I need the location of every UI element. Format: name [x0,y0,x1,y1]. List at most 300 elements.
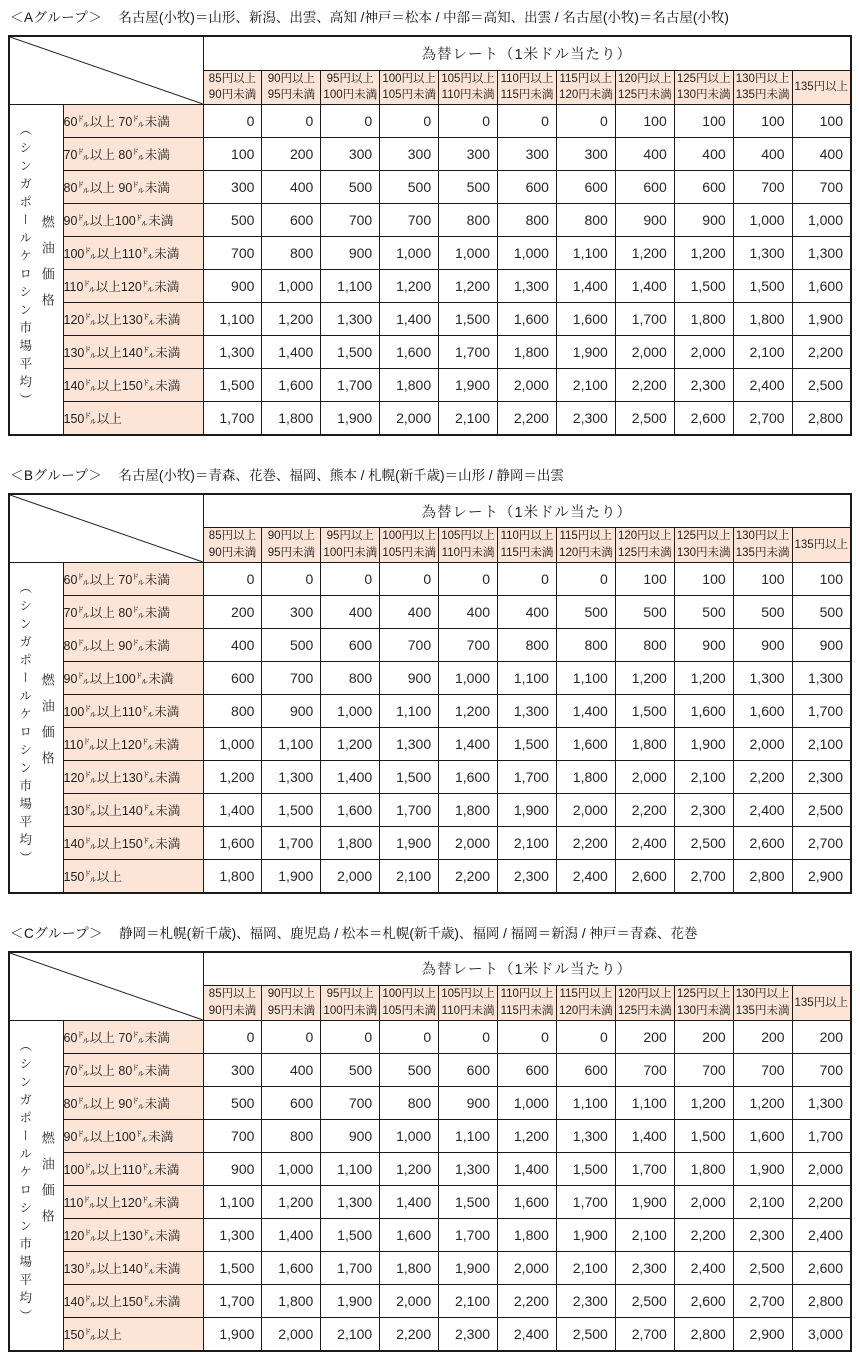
surcharge-value-cell: 1,300 [498,270,557,303]
surcharge-value-cell: 500 [321,1053,380,1086]
surcharge-value-cell: 2,100 [615,1218,674,1251]
surcharge-value-cell: 900 [792,628,851,661]
surcharge-value-cell: 600 [498,170,557,203]
surcharge-value-cell: 2,100 [439,1284,498,1317]
surcharge-value-cell: 2,200 [615,794,674,827]
rate-range-header: 125円以上 130円未満 [674,986,733,1020]
surcharge-value-cell: 2,500 [792,794,851,827]
surcharge-value-cell: 600 [262,203,321,236]
surcharge-value-cell: 1,200 [674,1086,733,1119]
surcharge-value-cell: 1,700 [556,1185,615,1218]
surcharge-value-cell: 2,100 [321,1317,380,1350]
surcharge-value-cell: 800 [380,1086,439,1119]
surcharge-value-cell: 2,300 [556,402,615,435]
surcharge-value-cell: 1,000 [439,237,498,270]
surcharge-value-cell: 1,300 [203,1218,262,1251]
fuel-price-label: 燃油価格 [39,214,55,319]
surcharge-value-cell: 600 [556,170,615,203]
surcharge-value-cell: 2,300 [674,369,733,402]
surcharge-value-cell: 900 [380,661,439,694]
surcharge-value-cell: 1,500 [556,1152,615,1185]
surcharge-value-cell: 900 [674,203,733,236]
surcharge-value-cell: 1,200 [674,237,733,270]
surcharge-value-cell: 400 [439,595,498,628]
surcharge-value-cell: 1,000 [498,1086,557,1119]
surcharge-value-cell: 1,900 [262,860,321,893]
surcharge-value-cell: 1,800 [498,1218,557,1251]
table-row [9,694,851,727]
surcharge-value-cell: 1,000 [380,237,439,270]
surcharge-value-cell: 1,200 [439,694,498,727]
surcharge-value-cell: 600 [556,1053,615,1086]
surcharge-value-cell: 400 [792,137,851,170]
surcharge-value-cell: 1,300 [439,1152,498,1185]
surcharge-value-cell: 1,700 [321,369,380,402]
surcharge-value-cell: 1,300 [262,760,321,793]
surcharge-value-cell: 2,000 [380,402,439,435]
surcharge-value-cell: 0 [556,1020,615,1053]
surcharge-value-cell: 300 [439,137,498,170]
surcharge-value-cell: 900 [203,270,262,303]
surcharge-value-cell: 1,500 [321,336,380,369]
surcharge-value-cell: 900 [674,628,733,661]
surcharge-value-cell: 700 [439,628,498,661]
table-row [9,794,851,827]
group-a-title [10,8,852,28]
surcharge-value-cell: 400 [262,1053,321,1086]
surcharge-value-cell: 2,300 [439,1317,498,1350]
fuel-range-header: 70㌦以上 80㌦未満 [63,1053,203,1086]
table-row [9,402,851,435]
surcharge-value-cell: 400 [203,628,262,661]
surcharge-value-cell: 1,600 [498,1185,557,1218]
surcharge-value-cell: 1,000 [321,694,380,727]
surcharge-value-cell: 1,100 [380,694,439,727]
table-row [9,727,851,760]
surcharge-value-cell: 1,500 [615,694,674,727]
fx-header-row [9,494,851,528]
surcharge-value-cell: 200 [792,1020,851,1053]
surcharge-table-c [8,951,852,1352]
surcharge-value-cell: 2,600 [674,1284,733,1317]
fuel-range-header: 60㌦以上 70㌦未満 [63,562,203,595]
surcharge-value-cell: 800 [615,628,674,661]
surcharge-value-cell: 900 [321,1119,380,1152]
surcharge-value-cell: 1,600 [733,694,792,727]
surcharge-value-cell: 700 [380,203,439,236]
surcharge-value-cell: 1,700 [615,303,674,336]
surcharge-value-cell: 1,300 [792,661,851,694]
surcharge-table-a [8,35,852,436]
surcharge-value-cell: 1,400 [615,1119,674,1152]
surcharge-value-cell: 100 [615,562,674,595]
surcharge-value-cell: 1,700 [380,794,439,827]
table-row [9,595,851,628]
table-row [9,661,851,694]
surcharge-value-cell: 2,000 [674,1185,733,1218]
surcharge-value-cell: 1,100 [203,1185,262,1218]
surcharge-value-cell: 900 [203,1152,262,1185]
surcharge-value-cell: 2,700 [733,402,792,435]
surcharge-value-cell: 1,600 [262,1251,321,1284]
table-row [9,1185,851,1218]
table-row [9,1218,851,1251]
surcharge-value-cell: 300 [498,137,557,170]
group-b-title [10,466,852,486]
surcharge-value-cell: 1,000 [380,1119,439,1152]
surcharge-value-cell: 1,400 [615,270,674,303]
fuel-range-header: 110㌦以上120㌦未満 [63,1185,203,1218]
surcharge-value-cell: 500 [203,1086,262,1119]
surcharge-value-cell: 1,800 [498,336,557,369]
surcharge-value-cell: 0 [439,562,498,595]
surcharge-value-cell: 1,500 [674,270,733,303]
table-row [9,827,851,860]
surcharge-value-cell: 400 [262,170,321,203]
table-row [9,1317,851,1350]
surcharge-value-cell: 0 [380,562,439,595]
surcharge-value-cell: 0 [321,1020,380,1053]
surcharge-value-cell: 300 [556,137,615,170]
surcharge-value-cell: 1,500 [203,369,262,402]
surcharge-value-cell: 1,400 [498,1152,557,1185]
table-row [9,1152,851,1185]
vertical-axis-label [16,105,57,429]
surcharge-value-cell: 800 [498,628,557,661]
surcharge-value-cell: 1,000 [439,661,498,694]
surcharge-value-cell: 2,300 [792,760,851,793]
surcharge-value-cell: 2,600 [792,1251,851,1284]
surcharge-value-cell: 1,200 [615,661,674,694]
surcharge-value-cell: 3,000 [792,1317,851,1350]
surcharge-value-cell: 100 [792,104,851,137]
surcharge-value-cell: 1,900 [321,402,380,435]
surcharge-value-cell: 1,700 [615,1152,674,1185]
fuel-range-header: 130㌦以上140㌦未満 [63,1251,203,1284]
surcharge-value-cell: 1,300 [203,336,262,369]
surcharge-value-cell: 1,200 [262,303,321,336]
surcharge-value-cell: 800 [498,203,557,236]
surcharge-value-cell: 2,600 [615,860,674,893]
surcharge-value-cell: 2,900 [733,1317,792,1350]
surcharge-value-cell: 1,300 [733,661,792,694]
surcharge-value-cell: 500 [733,595,792,628]
exchange-rate-header: 為替レート（1米ドル当たり） [203,952,851,986]
surcharge-value-cell: 400 [321,595,380,628]
surcharge-value-cell: 1,300 [380,727,439,760]
surcharge-value-cell: 1,700 [321,1251,380,1284]
surcharge-value-cell: 600 [203,661,262,694]
surcharge-value-cell: 1,200 [380,270,439,303]
fuel-range-header: 80㌦以上 90㌦未満 [63,1086,203,1119]
surcharge-value-cell: 1,900 [792,303,851,336]
surcharge-value-cell: 0 [203,104,262,137]
fuel-range-header: 110㌦以上120㌦未満 [63,270,203,303]
surcharge-value-cell: 1,800 [262,402,321,435]
surcharge-value-cell: 2,000 [615,760,674,793]
surcharge-value-cell: 1,100 [556,237,615,270]
surcharge-value-cell: 1,900 [439,369,498,402]
surcharge-value-cell: 0 [498,104,557,137]
surcharge-value-cell: 600 [439,1053,498,1086]
surcharge-value-cell: 2,200 [615,369,674,402]
table-row [9,628,851,661]
surcharge-value-cell: 700 [792,170,851,203]
surcharge-value-cell: 1,800 [380,369,439,402]
diagonal-line [10,953,203,1020]
surcharge-value-cell: 2,900 [792,860,851,893]
surcharge-value-cell: 300 [321,137,380,170]
surcharge-value-cell: 600 [321,628,380,661]
surcharge-value-cell: 0 [262,104,321,137]
surcharge-value-cell: 1,400 [556,694,615,727]
surcharge-value-cell: 700 [733,170,792,203]
table-row [9,137,851,170]
surcharge-value-cell: 2,200 [380,1317,439,1350]
rate-range-header: 100円以上 105円未満 [380,986,439,1020]
surcharge-value-cell: 1,900 [733,1152,792,1185]
surcharge-value-cell: 300 [262,595,321,628]
surcharge-value-cell: 1,700 [262,827,321,860]
surcharge-value-cell: 1,900 [556,1218,615,1251]
surcharge-value-cell: 1,600 [733,1119,792,1152]
surcharge-value-cell: 2,400 [615,827,674,860]
rate-range-header: 105円以上 110円未満 [439,986,498,1020]
rate-range-header: 135円以上 [792,528,851,562]
rate-range-header: 115円以上 120円未満 [556,70,615,104]
surcharge-value-cell: 600 [674,170,733,203]
fuel-range-header: 150㌦以上 [63,860,203,893]
group-b-label: ＜Bグループ＞ [10,467,103,483]
surcharge-value-cell: 1,300 [792,237,851,270]
surcharge-value-cell: 1,400 [380,303,439,336]
surcharge-value-cell: 200 [262,137,321,170]
surcharge-value-cell: 900 [733,628,792,661]
surcharge-value-cell: 700 [321,203,380,236]
surcharge-value-cell: 1,900 [674,727,733,760]
surcharge-value-cell: 1,000 [498,237,557,270]
surcharge-value-cell: 2,400 [674,1251,733,1284]
surcharge-value-cell: 500 [321,170,380,203]
surcharge-value-cell: 1,100 [321,270,380,303]
surcharge-value-cell: 2,000 [674,336,733,369]
fuel-range-header: 70㌦以上 80㌦未満 [63,595,203,628]
rate-range-header: 130円以上 135円未満 [733,70,792,104]
fuel-price-label: 燃油価格 [39,672,55,777]
surcharge-value-cell: 1,500 [380,760,439,793]
fuel-range-header: 120㌦以上130㌦未満 [63,1218,203,1251]
table-row [9,336,851,369]
surcharge-value-cell: 300 [203,1053,262,1086]
surcharge-value-cell: 500 [380,1053,439,1086]
surcharge-value-cell: 1,600 [439,760,498,793]
surcharge-value-cell: 700 [792,1053,851,1086]
surcharge-value-cell: 2,200 [674,1218,733,1251]
surcharge-value-cell: 2,600 [674,402,733,435]
group-c-title [10,924,852,944]
surcharge-value-cell: 0 [380,104,439,137]
surcharge-value-cell: 1,100 [498,661,557,694]
group-c-label: ＜Cグループ＞ [10,925,104,941]
surcharge-value-cell: 500 [615,595,674,628]
surcharge-value-cell: 500 [439,170,498,203]
surcharge-value-cell: 1,900 [380,827,439,860]
surcharge-value-cell: 2,200 [792,1185,851,1218]
surcharge-value-cell: 2,500 [733,1251,792,1284]
surcharge-value-cell: 700 [321,1086,380,1119]
surcharge-value-cell: 1,200 [439,270,498,303]
surcharge-value-cell: 900 [321,237,380,270]
surcharge-value-cell: 700 [733,1053,792,1086]
fuel-range-header: 60㌦以上 70㌦未満 [63,1020,203,1053]
surcharge-value-cell: 500 [792,595,851,628]
surcharge-value-cell: 2,800 [733,860,792,893]
surcharge-value-cell: 1,800 [615,727,674,760]
surcharge-value-cell: 1,900 [498,794,557,827]
surcharge-value-cell: 0 [262,1020,321,1053]
group-b-routes: 名古屋(小牧)＝青森、花巻、福岡、熊本 / 札幌(新千歳)＝山形 / 静岡＝出雲 [118,467,564,483]
surcharge-value-cell: 1,600 [674,694,733,727]
surcharge-value-cell: 1,200 [203,760,262,793]
table-body [9,562,851,893]
rate-range-header: 90円以上 95円未満 [262,528,321,562]
surcharge-value-cell: 2,300 [556,1284,615,1317]
surcharge-value-cell: 1,000 [792,203,851,236]
surcharge-value-cell: 1,800 [203,860,262,893]
fuel-range-header: 70㌦以上 80㌦未満 [63,137,203,170]
rate-range-header: 115円以上 120円未満 [556,986,615,1020]
surcharge-value-cell: 2,500 [792,369,851,402]
surcharge-value-cell: 600 [615,170,674,203]
surcharge-value-cell: 2,100 [498,827,557,860]
surcharge-value-cell: 2,100 [674,760,733,793]
diagonal-line [10,495,203,562]
surcharge-value-cell: 1,700 [203,402,262,435]
surcharge-value-cell: 2,700 [733,1284,792,1317]
surcharge-value-cell: 100 [792,562,851,595]
fuel-range-header: 110㌦以上120㌦未満 [63,727,203,760]
surcharge-value-cell: 1,300 [321,303,380,336]
surcharge-value-cell: 1,400 [262,1218,321,1251]
surcharge-value-cell: 100 [733,562,792,595]
surcharge-value-cell: 1,600 [262,369,321,402]
surcharge-value-cell: 400 [733,137,792,170]
surcharge-value-cell: 900 [615,203,674,236]
surcharge-value-cell: 800 [556,628,615,661]
surcharge-value-cell: 1,400 [262,336,321,369]
table-row [9,760,851,793]
surcharge-value-cell: 2,400 [733,794,792,827]
diagonal-line [10,37,203,104]
surcharge-value-cell: 300 [380,137,439,170]
group-a-routes: 名古屋(小牧)＝山形、新潟、出雲、高知 /神戸＝松本 / 中部＝高知、出雲 / 名古屋(小牧)＝名古屋(小牧) [118,10,729,25]
surcharge-value-cell: 800 [321,661,380,694]
diagonal-corner-cell [9,952,203,1020]
rate-range-header: 85円以上 90円未満 [203,986,262,1020]
group-c-section [8,924,852,1352]
surcharge-value-cell: 1,700 [203,1284,262,1317]
surcharge-value-cell: 2,000 [498,369,557,402]
table-row [9,203,851,236]
rate-range-header: 120円以上 125円未満 [615,70,674,104]
surcharge-value-cell: 600 [262,1086,321,1119]
surcharge-value-cell: 0 [498,1020,557,1053]
table-row [9,270,851,303]
surcharge-value-cell: 1,500 [262,794,321,827]
surcharge-value-cell: 1,800 [321,827,380,860]
surcharge-value-cell: 2,000 [380,1284,439,1317]
surcharge-value-cell: 1,400 [439,727,498,760]
surcharge-value-cell: 1,900 [439,1251,498,1284]
market-average-label: （シンガポールケロシン市場平均） [17,122,32,411]
vertical-axis-label [16,1021,57,1345]
surcharge-value-cell: 2,100 [556,1251,615,1284]
surcharge-value-cell: 2,200 [556,827,615,860]
surcharge-value-cell: 100 [674,104,733,137]
fuel-range-header: 80㌦以上 90㌦未満 [63,628,203,661]
surcharge-value-cell: 500 [203,203,262,236]
rate-range-header: 90円以上 95円未満 [262,986,321,1020]
surcharge-value-cell: 400 [674,137,733,170]
fuel-range-header: 120㌦以上130㌦未満 [63,303,203,336]
rate-range-header: 130円以上 135円未満 [733,986,792,1020]
surcharge-value-cell: 100 [733,104,792,137]
rate-range-header: 90円以上 95円未満 [262,70,321,104]
surcharge-value-cell: 1,300 [498,694,557,727]
rate-range-header: 135円以上 [792,70,851,104]
group-a-label: ＜Aグループ＞ [10,10,103,25]
surcharge-value-cell: 2,000 [321,860,380,893]
surcharge-value-cell: 1,800 [380,1251,439,1284]
surcharge-value-cell: 2,200 [733,760,792,793]
surcharge-value-cell: 1,000 [262,1152,321,1185]
rate-range-header: 135円以上 [792,986,851,1020]
surcharge-value-cell: 0 [321,562,380,595]
surcharge-table-b [8,493,852,894]
table-row [9,860,851,893]
surcharge-value-cell: 2,000 [556,794,615,827]
surcharge-value-cell: 2,600 [733,827,792,860]
exchange-rate-header: 為替レート（1米ドル当たり） [203,494,851,528]
rate-range-header: 105円以上 110円未満 [439,70,498,104]
table-row [9,170,851,203]
surcharge-value-cell: 0 [262,562,321,595]
surcharge-value-cell: 2,500 [615,1284,674,1317]
surcharge-value-cell: 1,300 [556,1119,615,1152]
table-row [9,1251,851,1284]
table-row [9,562,851,595]
surcharge-value-cell: 1,000 [262,270,321,303]
surcharge-value-cell: 1,800 [674,1152,733,1185]
surcharge-value-cell: 2,300 [615,1251,674,1284]
surcharge-value-cell: 1,200 [321,727,380,760]
fuel-range-header: 120㌦以上130㌦未満 [63,760,203,793]
surcharge-value-cell: 1,800 [733,303,792,336]
rate-range-header: 110円以上 115円未満 [498,528,557,562]
fuel-price-axis-cell [9,104,63,435]
surcharge-value-cell: 1,600 [556,727,615,760]
surcharge-value-cell: 1,500 [203,1251,262,1284]
table-row [9,303,851,336]
surcharge-value-cell: 1,600 [203,827,262,860]
surcharge-value-cell: 400 [615,137,674,170]
surcharge-value-cell: 500 [674,595,733,628]
surcharge-value-cell: 800 [262,237,321,270]
surcharge-value-cell: 500 [262,628,321,661]
table-row [9,1284,851,1317]
surcharge-value-cell: 1,700 [792,1119,851,1152]
surcharge-value-cell: 1,100 [556,1086,615,1119]
